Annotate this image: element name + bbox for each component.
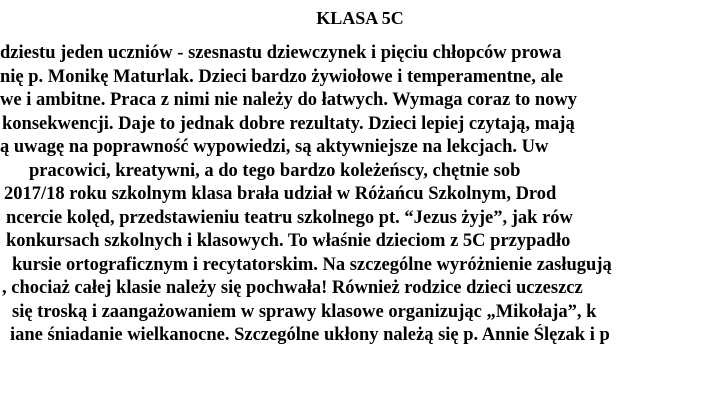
- text-line: we i ambitne. Praca z nimi nie należy do łatwych. Wymaga coraz to nowy: [0, 90, 578, 110]
- text-line: konkursach szkolnych i klasowych. To właśnie dzieciom z 5C przypadło: [6, 231, 571, 251]
- text-line: , chociaż całej klasie należy się pochwała! Również rodzice dzieci uczeszcz: [2, 278, 583, 298]
- document-title: KLASA 5C: [316, 8, 404, 28]
- text-line: się troską i zaangażowaniem w sprawy klasowe organizując „Mikołaja”, k: [12, 301, 597, 322]
- text-line: iane śniadanie wielkanocne. Szczególne ukłony należą się p. Annie Ślęzak i p: [10, 325, 610, 345]
- text-line: 2017/18 roku szkolnym klasa brała udział w Różańcu Szkolnym, Drod: [4, 184, 557, 204]
- text-line: kursie ortograficznym i recytatorskim. Na szczególne wyróżnienie zasługują: [12, 254, 612, 275]
- text-line: ncercie kolęd, przedstawieniu teatru szkolnego pt. “Jezus żyje”, jak rów: [6, 207, 573, 228]
- document-body: [0, 42, 720, 348]
- text-line: nię p. Monikę Maturlak. Dzieci bardzo żywiołowe i temperamentne, ale: [0, 66, 564, 87]
- text-line: konsekwencji. Daje to jednak dobre rezultaty. Dzieci lepiej czytają, mają: [2, 113, 575, 134]
- text-line: ą uwagę na poprawność wypowiedzi, są aktywniejsze na lekcjach. Uw: [0, 137, 549, 157]
- text-line: dziestu jeden uczniów - szesnastu dziewczynek i pięciu chłopców prowa: [0, 43, 562, 63]
- text-line: pracowici, kreatywni, a do tego bardzo koleżeńscy, chętnie sob: [29, 160, 521, 181]
